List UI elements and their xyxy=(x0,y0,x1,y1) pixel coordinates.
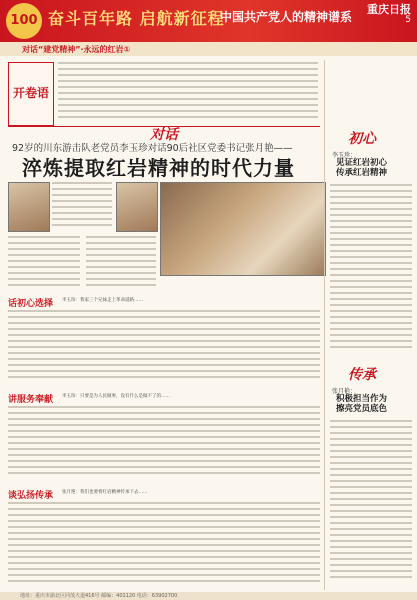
series-title: 对话“建党精神”·永远的红岩① xyxy=(22,45,131,54)
portrait-photo-li xyxy=(8,182,50,232)
qa-body-3 xyxy=(8,502,320,588)
article-subtitle: 92岁的川东游击队老党员李玉珍对话90后社区党委书记张月艳—— xyxy=(12,143,293,154)
sidebar-body-1 xyxy=(330,184,412,354)
body-col-1 xyxy=(8,236,80,292)
body-col-2 xyxy=(86,236,156,292)
header-banner xyxy=(0,0,417,42)
centenary-logo: 100 xyxy=(6,3,42,39)
main-photo xyxy=(160,182,326,276)
footer-text: 地址：重庆市渝北区同茂大道416号 邮编：401120 电话：63902700 xyxy=(20,593,178,599)
qa-body-1 xyxy=(8,310,320,386)
intro-label: 开卷语 xyxy=(8,62,54,126)
column-divider xyxy=(324,60,325,590)
qa-text-2: 李玉珍：只要是为人民做事，没有什么是做不了的…… xyxy=(62,394,170,399)
sidebar-title-1: 见证红岩初心 传承红岩精神 xyxy=(336,158,388,178)
sidebar-author-2: 张月艳： xyxy=(332,388,357,395)
footer xyxy=(0,592,417,600)
intro-text xyxy=(58,62,318,122)
qa-body-2 xyxy=(8,406,320,482)
qa-text-3: 张月艳：我们也要将红岩精神传承下去…… xyxy=(62,490,148,495)
qa-label-1: 话初心选择 xyxy=(8,299,54,309)
qa-text-1: 李玉珍：我家三个兄妹走上革命道路…… xyxy=(62,298,143,303)
sidebar-heading-2: 传承 xyxy=(348,367,376,383)
portrait-photo-zhang xyxy=(116,182,158,232)
sidebar-title-2: 积极担当作为 擦亮党员底色 xyxy=(336,394,388,414)
banner-subtitle: 中国共产党人的精神谱系 xyxy=(220,10,353,24)
article-headline: 淬炼提取红岩精神的时代力量 xyxy=(22,156,295,180)
qa-label-3: 谈弘扬传承 xyxy=(8,491,54,501)
qa-label-2: 讲服务奉献 xyxy=(8,395,54,405)
page-number: 5 xyxy=(405,15,411,25)
section-tag: 对话 xyxy=(150,127,178,143)
banner-title: 奋斗百年路 启航新征程 xyxy=(48,9,225,28)
sidebar-author-1: 李玉珍： xyxy=(332,152,357,159)
series-strip xyxy=(0,42,417,56)
masthead-name: 重庆日报 xyxy=(367,3,411,16)
masthead xyxy=(367,4,411,26)
sidebar-heading-1: 初心 xyxy=(348,131,376,147)
bio-li xyxy=(52,182,112,232)
sidebar-body-2 xyxy=(330,420,412,586)
